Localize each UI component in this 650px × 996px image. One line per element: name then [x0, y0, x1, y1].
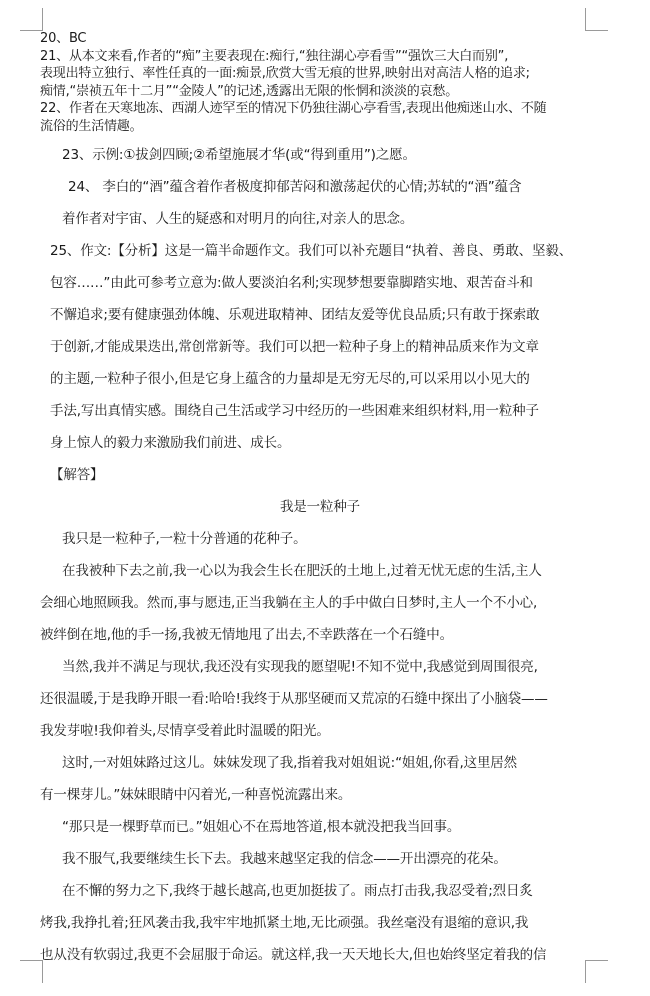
essay-line: 我发芽啦!我仰着头,尽情享受着此时温暖的阳光。	[40, 723, 330, 739]
essay-line: 被绊倒在地,他的手一扬,我被无情地甩了出去,不幸跌落在一个石缝中。	[40, 627, 453, 643]
analysis-line: 身上惊人的毅力来激励我们前进、成长。	[50, 435, 291, 451]
essay-line: 还很温暖,于是我睁开眼一看:哈哈!我终于从那坚硬而又荒凉的石缝中探出了小脑袋——	[40, 691, 548, 707]
analysis-line: 包容……”由此可参考立意为:做人要淡泊名利;实现梦想要靠脚踏实地、艰苦奋斗和	[50, 275, 533, 291]
answer-22-line: 流俗的生活情趣。	[40, 118, 143, 134]
essay-body	[40, 523, 600, 971]
answer-24-line: 着作者对宇宙、人生的疑惑和对明月的向往,对亲人的思念。	[62, 211, 414, 227]
essay-title: 我是一粒种子	[279, 499, 361, 515]
essay-line: 有一棵芽儿。”妹妹眼睛中闪着光,一种喜悦流露出来。	[40, 787, 352, 803]
essay-line: 也从没有软弱过,我更不会屈服于命运。就这样,我一天天地长大,但也始终坚定着我的信	[40, 947, 547, 963]
answer-25-analysis	[40, 235, 600, 459]
essay-line: 当然,我并不满足与现状,我还没有实现我的愿望呢!不知不觉中,我感觉到周围很亮,	[62, 659, 538, 675]
essay-line: “那只是一棵野草而已。”姐姐心不在焉地答道,根本就没把我当回事。	[62, 819, 461, 835]
answer-22-line: 22、作者在天寒地冻、西湖人迹罕至的情况下仍独往湖心亭看雪,表现出他痴迷山水、不随	[40, 101, 547, 116]
analysis-line: 于创新,才能成果迭出,常创常新等。我们可以把一粒种子身上的精神品质来作为文章	[50, 339, 539, 355]
answer-23: 23、示例:①拔剑四顾;②希望施展才华(或“得到重用”)之愿。	[62, 147, 416, 163]
answer-label: 【解答】	[50, 467, 104, 483]
answer-22	[40, 100, 600, 135]
answer-21-line: 21、从本文来看,作者的“痴”主要表现在:痴行,“独往湖心亭看雪”“强饮三大白而别”,	[40, 48, 509, 64]
essay-line: 这时,一对姐妹路过这儿。妹妹发现了我,指着我对姐姐说:“姐姐,你看,这里居然	[62, 755, 518, 771]
document-page	[40, 30, 600, 971]
analysis-line: 不懈追求;要有健康强劲体魄、乐观进取精神、团结友爱等优良品质;只有敢于探索敢	[50, 307, 540, 323]
answer-24-line: 24、 李白的“酒”蕴含着作者极度抑郁苦闷和激荡起伏的心情;苏轼的“酒”蕴含	[68, 179, 522, 195]
essay-line: 我不服气,我要继续生长下去。我越来越坚定我的信念——开出漂亮的花朵。	[62, 851, 507, 867]
answer-20: 20、BC	[40, 31, 87, 46]
essay-line: 会细心地照顾我。然而,事与愿违,正当我躺在主人的手中做白日梦时,主人一个不小心,	[40, 595, 538, 611]
analysis-line: 的主题,一粒种子很小,但是它身上蕴含的力量却是无穷无尽的,可以采用以小见大的	[50, 371, 530, 387]
answer-24	[40, 171, 600, 235]
essay-line: 烤我,我挣扎着;狂风袭击我,我牢牢地抓紧土地,无比顽强。我丝毫没有退缩的意识,我	[40, 915, 529, 931]
answer-21-line: 痴情,“崇祯五年十二月”“金陵人”的记述,透露出无限的怅惘和淡淡的哀愁。	[40, 83, 459, 99]
crop-mark-top-left	[20, 8, 43, 31]
analysis-line: 手法,写出真情实感。围绕自己生活或学习中经历的一些困难来组织材料,用一粒种子	[50, 403, 539, 419]
analysis-line: 25、作文:【分析】这是一篇半命题作文。我们可以补充题目“执着、善良、勇敢、坚毅、	[50, 243, 573, 259]
essay-line: 在不懈的努力之下,我终于越长越高,也更加挺拔了。雨点打击我,我忍受着;烈日炙	[62, 883, 533, 899]
essay-line: 在我被种下去之前,我一心以为我会生长在肥沃的土地上,过着无忧无虑的生活,主人	[62, 563, 542, 579]
answer-21	[40, 48, 600, 101]
essay-line: 我只是一粒种子,一粒十分普通的花种子。	[62, 531, 307, 547]
answer-21-line: 表现出特立独行、率性任真的一面:痴景,欣赏大雪无痕的世界,映射出对高洁人格的追求;	[40, 66, 530, 81]
crop-mark-top-right	[585, 8, 608, 31]
